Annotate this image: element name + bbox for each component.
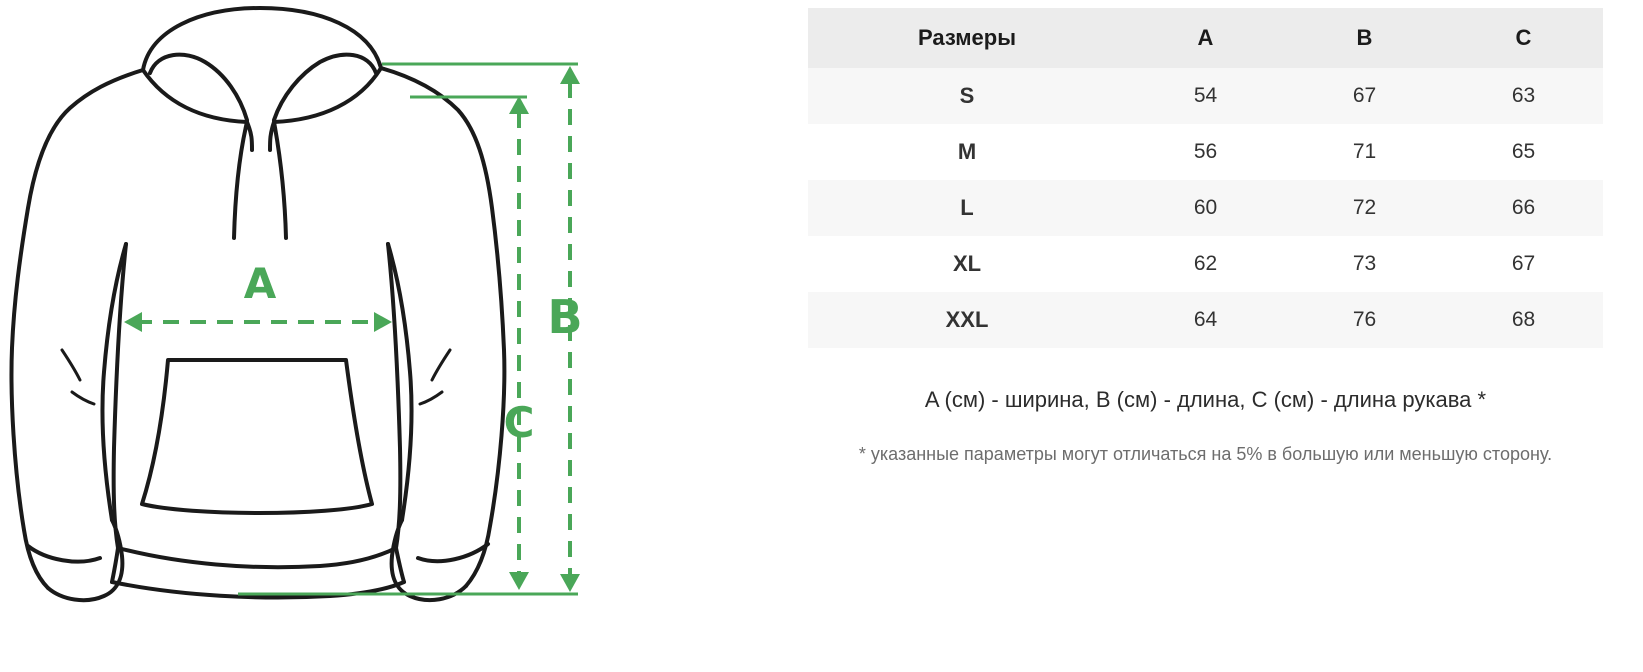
cell-b: 72 [1352, 196, 1377, 219]
cell-size: L [960, 195, 974, 220]
cell-c: 63 [1511, 84, 1536, 107]
column-header-b: B [1285, 8, 1444, 68]
table-row [808, 236, 1603, 292]
dimension-arrow-a [124, 312, 392, 332]
size-table [808, 8, 1603, 348]
measurement-legend: A (см) - ширина, B (см) - длина, C (см) - длина рукава * [924, 387, 1487, 412]
cell-a: 54 [1193, 84, 1218, 107]
column-header-c: C [1444, 8, 1603, 68]
cell-a: 64 [1193, 308, 1218, 331]
cell-b: 76 [1352, 308, 1377, 331]
cell-c: 68 [1511, 308, 1536, 331]
cell-a: 56 [1193, 140, 1218, 163]
cell-size: XL [952, 251, 982, 276]
cell-c: 67 [1511, 252, 1536, 275]
dimension-label-b: B [547, 290, 583, 344]
cell-c: 66 [1511, 196, 1536, 219]
hoodie-illustration [0, 0, 790, 672]
size-info-panel [790, 0, 1643, 467]
column-header-size: Размеры [808, 8, 1126, 68]
cell-size: XXL [945, 307, 989, 332]
cell-b: 73 [1352, 252, 1377, 275]
cell-size: M [957, 139, 977, 164]
table-row [808, 68, 1603, 124]
dimension-label-c: C [503, 398, 535, 447]
cell-b: 67 [1352, 84, 1377, 107]
cell-a: 62 [1193, 252, 1218, 275]
cell-a: 60 [1193, 196, 1218, 219]
table-row [808, 180, 1603, 236]
dimension-label-a: A [243, 259, 277, 308]
table-row [808, 292, 1603, 348]
table-header-row [808, 8, 1603, 68]
cell-size: S [959, 83, 975, 108]
table-row [808, 124, 1603, 180]
cell-b: 71 [1352, 140, 1377, 163]
cell-c: 65 [1511, 140, 1536, 163]
column-header-a: A [1126, 8, 1285, 68]
measurement-disclaimer: * указанные параметры могут отличаться на 5% в большую или меньшую сторону. [858, 443, 1553, 464]
dimension-arrow-c [509, 96, 529, 590]
measurement-guides [124, 64, 583, 594]
